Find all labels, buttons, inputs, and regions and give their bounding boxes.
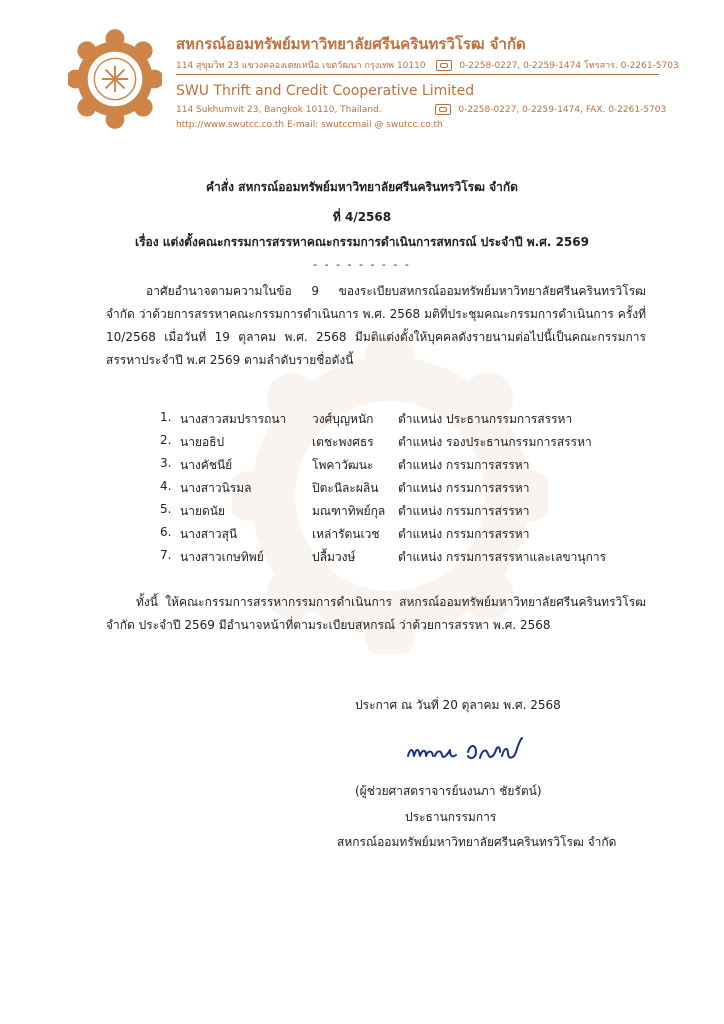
member-first-name: นางคัชนีย์	[180, 458, 233, 472]
cooperative-seal-icon	[68, 27, 162, 131]
member-first-name: นางสาวนิรมล	[180, 481, 252, 495]
letterhead-english-address: 114 Sukhumvit 23, Bangkok 10110, Thailand.	[176, 105, 382, 115]
member-number: 4.	[160, 479, 172, 493]
signatory-name: (ผู้ช่วยศาสตราจารย์นงนภา ชัยรัตน์)	[355, 784, 542, 798]
letterhead-thai-address: 114 สุขุมวิท 23 แขวงคลองเตยเหนือ เขตวัฒนา กรุงเทพ 10110	[176, 61, 426, 71]
member-position: ตำแหน่ง กรรมการสรรหา	[398, 481, 530, 495]
letterhead-thai-address-line	[176, 58, 679, 72]
phone-icon	[435, 104, 451, 115]
member-first-name: นางสาวสุนี	[180, 527, 238, 541]
member-first-name: นายดนัย	[180, 504, 225, 518]
phone-icon	[436, 60, 452, 71]
separator: - - - - - - - - -	[313, 258, 411, 271]
member-position: ตำแหน่ง กรรมการสรรหาและเลขานุการ	[398, 550, 607, 564]
member-position: ตำแหน่ง กรรมการสรรหา	[398, 504, 530, 518]
member-number: 6.	[160, 525, 172, 539]
handwritten-signature	[404, 734, 544, 770]
member-first-name: นางสาวสมปรารถนา	[180, 412, 287, 426]
letterhead-thai-name: สหกรณ์ออมทรัพย์มหาวิทยาลัยศรีนครินทรวิโรฒ จำกัด	[176, 35, 526, 53]
order-number: ที่ 4/2568	[332, 210, 392, 224]
member-last-name: มณฑาทิพย์กุล	[312, 504, 386, 518]
member-number: 2.	[160, 433, 172, 447]
letterhead-english-name: SWU Thrift and Credit Cooperative Limited	[176, 83, 475, 99]
letterhead-english-contact: 0-2258-0227, 0-2259-1474, FAX. 0-2261-5703	[458, 105, 667, 115]
member-last-name: โพคาวัฒนะ	[312, 458, 374, 472]
member-last-name: ปิตะนีละผลิน	[312, 481, 379, 495]
signatory-title: ประธานกรรมการ	[405, 810, 497, 824]
closing-paragraph: ทั้งนี้ ให้คณะกรรมการสรรหากรรมการดำเนินการ สหกรณ์ออมทรัพย์มหาวิทยาลัยศรีนครินทรวิโรฒ จำกัด ประจำปี 2569 มีอำนาจหน้าที่ตามระเบียบสหกรณ์ ว่าด้วยการสรรหา พ.ศ. 2568	[106, 595, 646, 632]
member-last-name: วงศ์บุญหนัก	[312, 412, 374, 426]
member-number: 5.	[160, 502, 172, 516]
signatory-organization: สหกรณ์ออมทรัพย์มหาวิทยาลัยศรีนครินทรวิโรฒ จำกัด	[337, 835, 617, 849]
member-position: ตำแหน่ง รองประธานกรรมการสรรหา	[398, 435, 592, 449]
order-subject: เรื่อง แต่งตั้งคณะกรรมการสรรหาคณะกรรมการดำเนินการสหกรณ์ ประจำปี พ.ศ. 2569	[135, 235, 589, 249]
letterhead-thai-contact: 0-2258-0227, 0-2259-1474 โทรสาร. 0-2261-5703	[459, 61, 679, 71]
member-number: 1.	[160, 410, 172, 424]
announce-date: ประกาศ ณ วันที่ 20 ตุลาคม พ.ศ. 2568	[355, 698, 561, 712]
member-number: 7.	[160, 548, 172, 562]
letterhead-web-email: http://www.swutcc.co.th E-mail: swutccmail @ swutcc.co.th	[176, 120, 443, 130]
member-first-name: นายอธิป	[180, 435, 225, 449]
member-last-name: เตชะพงศธร	[312, 435, 374, 449]
member-number: 3.	[160, 456, 172, 470]
letterhead-divider	[176, 74, 659, 75]
order-heading: คำสั่ง สหกรณ์ออมทรัพย์มหาวิทยาลัยศรีนครินทรวิโรฒ จำกัด	[206, 180, 518, 194]
letterhead-english-address-line	[176, 104, 666, 115]
member-position: ตำแหน่ง ประธานกรรมการสรรหา	[398, 412, 573, 426]
member-position: ตำแหน่ง กรรมการสรรหา	[398, 527, 530, 541]
member-first-name: นางสาวเกษทิพย์	[180, 550, 264, 564]
member-last-name: เหล่ารัตนเวช	[312, 527, 380, 541]
member-last-name: ปลื้มวงษ์	[312, 550, 356, 564]
intro-paragraph: อาศัยอำนาจตามความในข้อ 9 ของระเบียบสหกรณ์ออมทรัพย์มหาวิทยาลัยศรีนครินทรวิโรฒ จำกัด ว่าด้วยการสรรหาคณะกรรมการดำเนินการ พ.ศ. 2568 มติที่ประชุมคณะกรรมการดำเนินการ ครั้งที่ 10/2568 เมื่อวันที่ 19 ตุลาคม พ.ศ. 2568 มีมติแต่งตั้งให้บุคคลดังรายนามต่อไปนี้เป็นคณะกรรมการสรรหาประจำปี พ.ศ 2569 ตามลำดับรายชื่อดังนี้	[106, 284, 646, 367]
member-position: ตำแหน่ง กรรมการสรรหา	[398, 458, 530, 472]
